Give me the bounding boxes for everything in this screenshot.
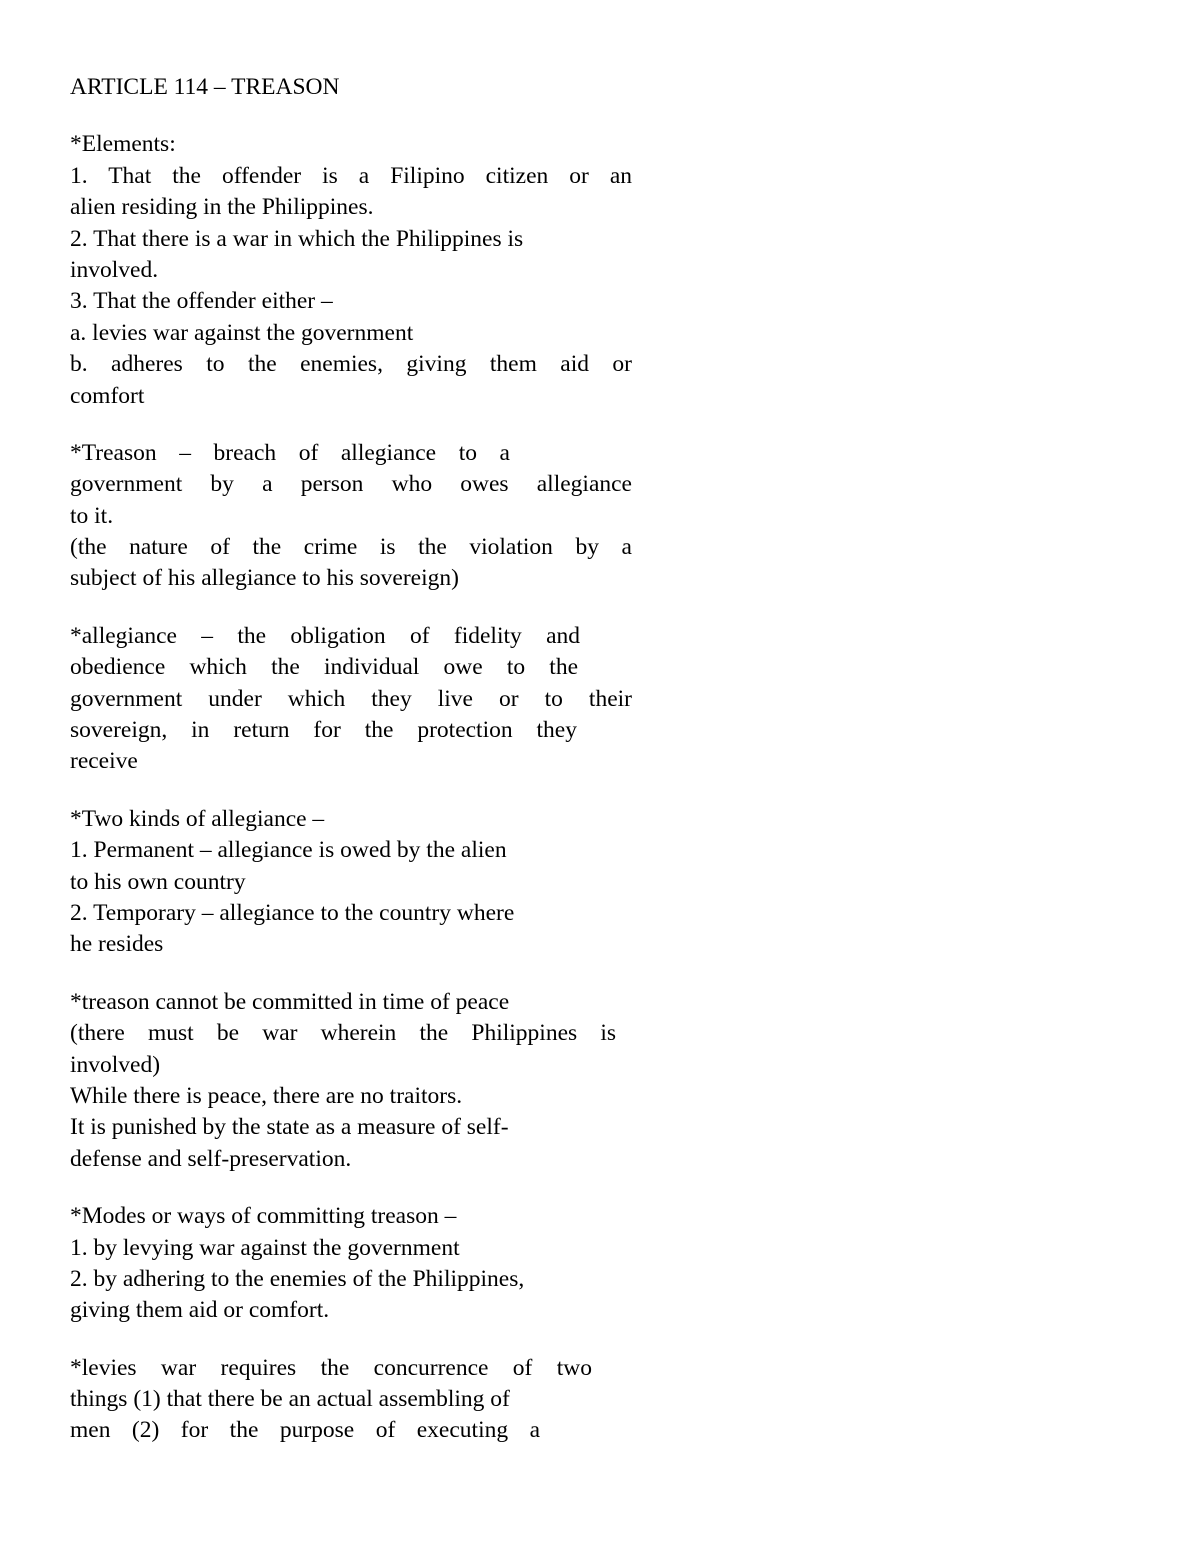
treason-nature-line-2: subject of his allegiance to his sovereign) (70, 565, 459, 592)
kinds-1-line-2: to his own country (70, 868, 246, 895)
peace-line-4: While there is peace, there are no traitors. (70, 1082, 463, 1109)
modes-1: 1. by levying war against the government (70, 1234, 460, 1261)
peace-line-1: *treason cannot be committed in time of peace (70, 988, 510, 1015)
allegiance-line-1: *allegiance – the obligation of fidelity and (70, 622, 580, 649)
peace-line-6: defense and self-preservation. (70, 1145, 352, 1172)
modes-2-line-2: giving them aid or comfort. (70, 1297, 330, 1324)
element-1-line-2: alien residing in the Philippines. (70, 194, 374, 221)
element-1-line-1: 1. That the offender is a Filipino citizen or an (70, 162, 632, 189)
allegiance-line-5: receive (70, 748, 138, 775)
levies-line-3: men (2) for the purpose of executing a (70, 1417, 540, 1444)
element-2-line-1: 2. That there is a war in which the Philippines is (70, 225, 524, 252)
modes-2-line-1: 2. by adhering to the enemies of the Philippines, (70, 1265, 525, 1292)
article-title: ARTICLE 114 – TREASON (70, 74, 340, 100)
paragraph-gap (70, 961, 632, 987)
levies-line-1: *levies war requires the concurrence of two (70, 1354, 592, 1381)
peace-line-3: involved) (70, 1051, 161, 1078)
paragraph-gap (70, 1327, 632, 1353)
allegiance-line-3: government under which they live or to their (70, 685, 632, 712)
treason-definition-line-2: government by a person who owes allegiance (70, 471, 632, 498)
peace-line-5: It is punished by the state as a measure of self- (70, 1114, 509, 1141)
treason-definition-line-1: *Treason – breach of allegiance to a (70, 439, 510, 466)
paragraph-gap (70, 1175, 632, 1201)
kinds-2-line-2: he resides (70, 931, 164, 958)
element-2-line-2: involved. (70, 256, 159, 283)
paragraph-gap (70, 778, 632, 804)
article-text (70, 72, 632, 1447)
paragraph-gap (70, 412, 632, 438)
levies-line-2: things (1) that there be an actual assembling of (70, 1386, 510, 1413)
allegiance-line-4: sovereign, in return for the protection they (70, 717, 577, 744)
modes-heading: *Modes or ways of committing treason – (70, 1203, 457, 1230)
paragraph-gap (70, 595, 632, 621)
elements-heading: *Elements: (70, 131, 176, 158)
kinds-heading: *Two kinds of allegiance – (70, 805, 325, 832)
kinds-1-line-1: 1. Permanent – allegiance is owed by the alien (70, 837, 507, 864)
allegiance-line-2: obedience which the individual owe to the (70, 654, 578, 681)
paragraph-gap (70, 103, 632, 129)
element-3a: a. levies war against the government (70, 319, 414, 346)
kinds-2-line-1: 2. Temporary – allegiance to the country where (70, 899, 515, 926)
treason-nature-line-1: (the nature of the crime is the violation by a (70, 534, 632, 561)
peace-line-2: (there must be war wherein the Philippines is (70, 1020, 616, 1047)
treason-definition-line-3: to it. (70, 502, 114, 529)
element-3b-line-1: b. adheres to the enemies, giving them aid or (70, 351, 632, 378)
element-3b-line-2: comfort (70, 382, 145, 409)
element-3: 3. That the offender either – (70, 288, 333, 315)
